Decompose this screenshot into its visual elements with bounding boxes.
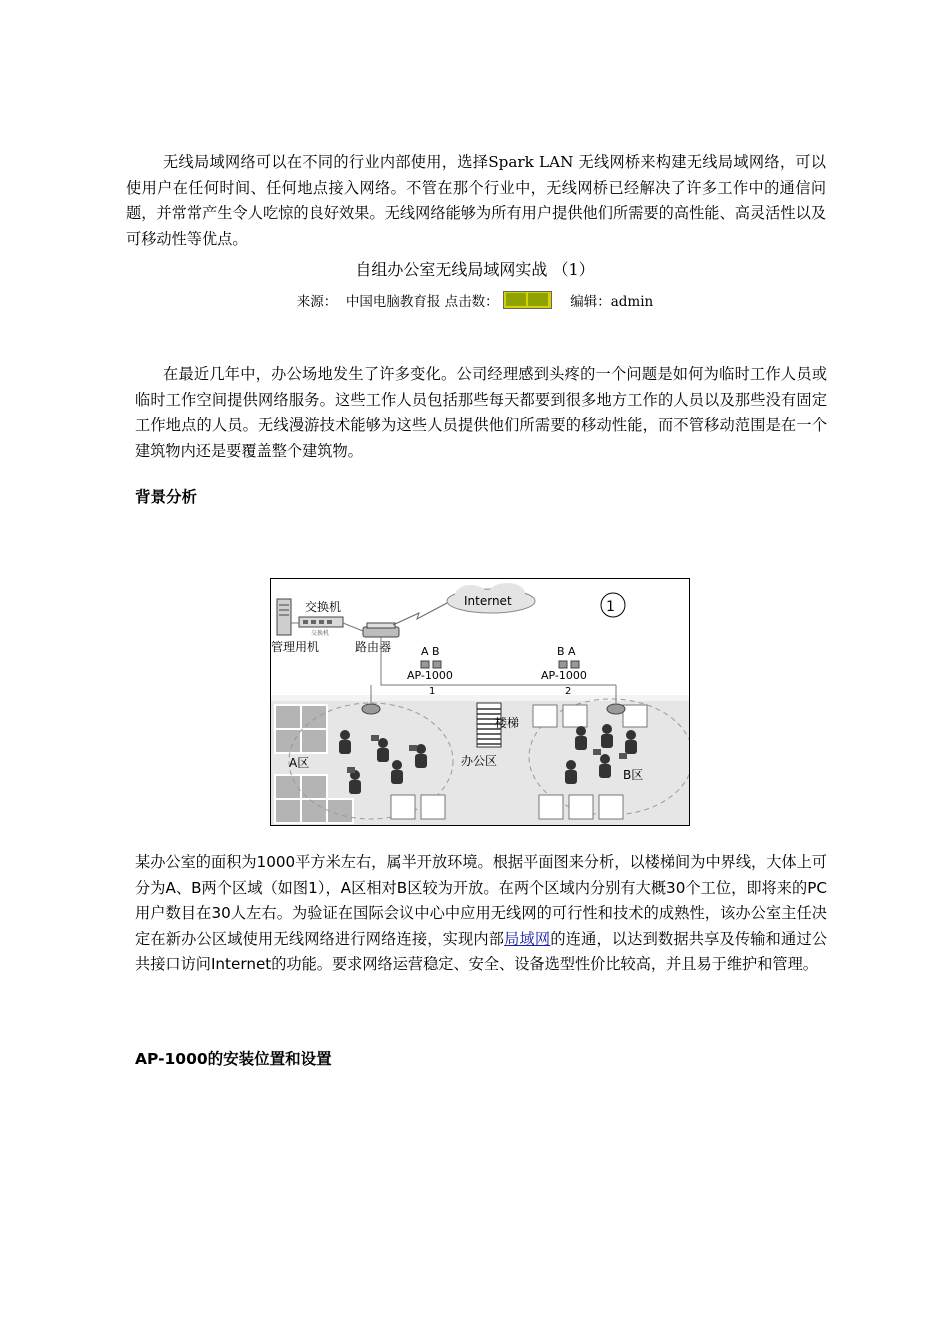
intro-paragraph: 无线局域网络可以在不同的行业内部使用，选择Spark LAN 无线网桥来构建无线局域网络，可以使用户在任何时间、任何地点接入网络。不管在那个行业中，无线网桥已经解决了许多工作中的通信问题，并常常产生令人吃惊的良好效果。无线网络能够为所有用户提供他们所需要的高性能、高灵活性以及可移动性等优点。 <box>126 153 826 248</box>
zone-a-label: A区 <box>289 756 310 770</box>
switch-small-label: 交换机 <box>311 630 330 637</box>
switch-icon <box>299 617 343 627</box>
internet-label: Internet <box>464 594 512 608</box>
source-label: 来源： <box>296 294 338 310</box>
network-diagram <box>271 579 689 825</box>
article-meta <box>0 291 950 313</box>
router-label: 路由器 <box>355 640 392 654</box>
editor-label: 编辑： <box>570 294 611 310</box>
mgmt-pc-label: 管理用机 <box>271 640 320 654</box>
heading-ap-installation: AP-1000的安装位置和设置 <box>135 1050 332 1068</box>
network-diagram-figure <box>270 578 690 826</box>
switch-label: 交换机 <box>305 600 342 614</box>
ap-2-icon <box>559 661 579 668</box>
heading-background: 背景分析 <box>135 488 198 506</box>
background-text-before-link: 某办公室的面积为1000平方米左右，属半开放环境。根据平面图来分析，以楼梯间为中界线，大体上可分为A、B两个区域（如图1），A区相对B区较为开放。在两个区域内分别有大概30个工位，即将来的PC用户数目在30人左右。为验证在国际会议中心中应用无线网的可行性和技术的成熟性，该办公室主任决定在新办公区域使用无线网络进行网络连接，实现内部 <box>135 853 827 948</box>
article-paragraph-1: 在最近几年中，办公场地发生了许多变化。公司经理感到头疼的一个问题是如何为临时工作人员或临时工作空间提供网络服务。这些工作人员包括那些每天都要到很多地方工作的人员以及那些没有固定工作地点的人员。无线漫游技术能够为这些人员提供他们所需要的移动性能，而不管移动范围是在一个建筑物内还是要覆盖整个建筑物。 <box>135 365 827 460</box>
click-counter-icon <box>503 291 552 309</box>
office-area-label: 办公区 <box>461 754 498 768</box>
lan-link[interactable]: 局域网 <box>504 929 551 948</box>
article-title: 自组办公室无线局域网实战 （1） <box>355 260 595 279</box>
floor-edge <box>271 695 689 701</box>
background-text-after-link: 的连通，以达到数据共享及传输和通过公共接口访问Internet的功能。要求网络运营稳定、安全、设备选型性价比较高，并且易于维护和管理。 <box>135 929 828 973</box>
management-pc-icon <box>277 599 291 635</box>
ap2-ports-label: B A <box>557 645 576 658</box>
ap2-number-label: 2 <box>565 686 572 697</box>
zone-b-label: B区 <box>623 768 644 782</box>
ap1-number-label: 1 <box>429 686 436 697</box>
ap1-ports-label: A B <box>421 645 440 658</box>
figure-number-label: 1 <box>606 599 615 615</box>
clicks-label: 点击数： <box>444 294 499 310</box>
stairs-label: 楼梯 <box>495 716 520 730</box>
ap-1-icon <box>421 661 441 668</box>
source-value: 中国电脑教育报 <box>345 294 441 310</box>
wan-link <box>393 603 447 625</box>
background-paragraph <box>135 850 827 978</box>
ap2-model-label: AP-1000 <box>541 669 587 682</box>
ap1-model-label: AP-1000 <box>407 669 453 682</box>
editor-value: admin <box>610 294 654 310</box>
